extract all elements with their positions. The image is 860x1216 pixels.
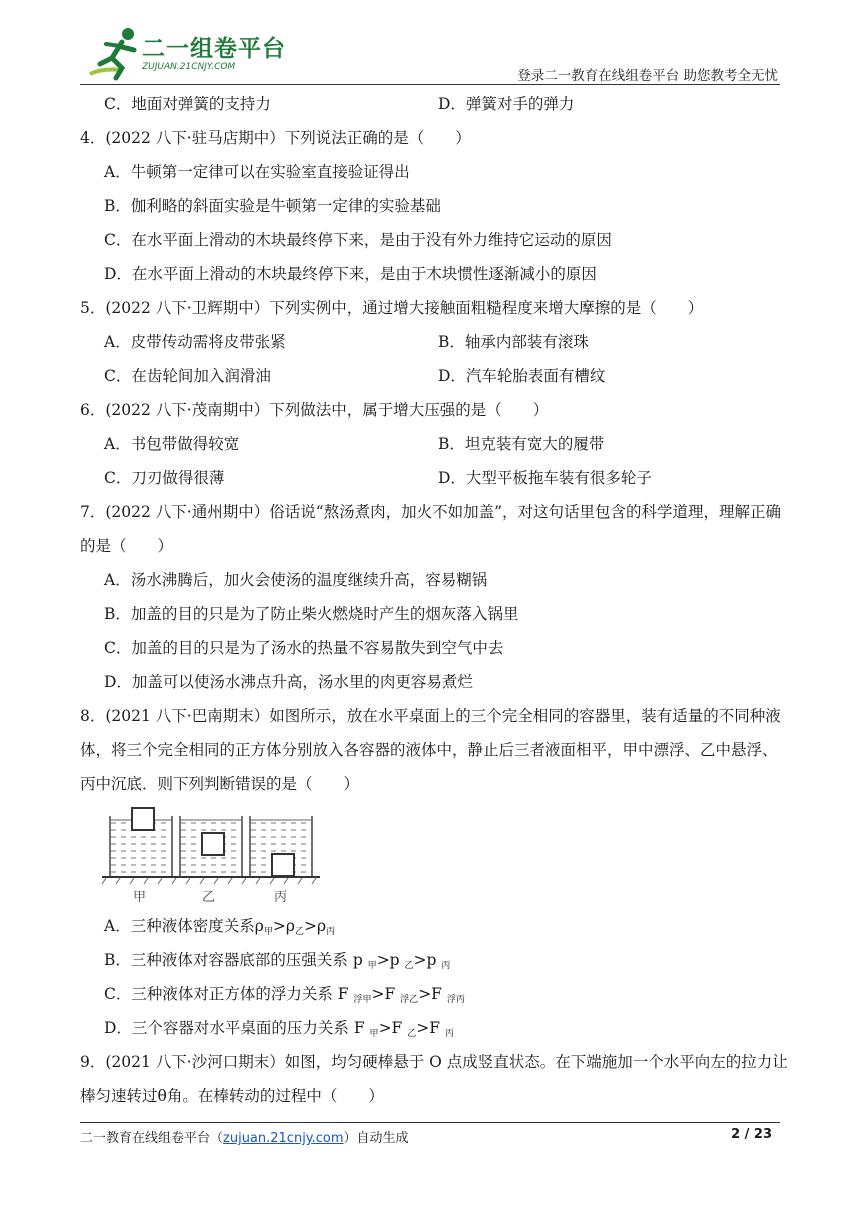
container-jia xyxy=(110,808,172,876)
q8-option-b: B．三种液体对容器底部的压强关系 p $_甲$>p $_乙$>p $_丙$ xyxy=(104,951,451,971)
q7-option-b: B．加盖的目的只是为了防止柴火燃烧时产生的烟灰落入锅里 xyxy=(104,605,519,623)
header-divider xyxy=(80,84,780,85)
logo-title: 二一组卷平台 xyxy=(142,36,286,62)
q9-stem-line2: 棒匀速转过θ角。在棒转动的过程中（ ） xyxy=(80,1087,384,1105)
q5-option-c: C．在齿轮间加入润滑油 xyxy=(104,367,271,385)
q7-option-d: D．加盖可以使汤水沸点升高，汤水里的肉更容易煮烂 xyxy=(104,673,473,691)
q4-option-d: D．在水平面上滑动的木块最终停下来，是由于木块惯性逐渐减小的原因 xyxy=(104,265,597,283)
footer-divider xyxy=(80,1122,780,1123)
logo-subtitle: ZUJUAN.21CNJY.COM xyxy=(142,62,236,72)
footer-source: 二一教育在线组卷平台（zujuan.21cnjy.com）自动生成 xyxy=(80,1131,409,1146)
container-yi xyxy=(180,816,242,876)
q4-option-c: C．在水平面上滑动的木块最终停下来，是由于没有外力维持它运动的原因 xyxy=(104,231,612,249)
figure-label-jia: 甲 xyxy=(133,890,147,905)
q6-stem: 6．(2022 八下·茂南期中）下列做法中，属于增大压强的是（ ） xyxy=(80,401,549,419)
q6-option-c: C．刀刃做得很薄 xyxy=(104,469,225,487)
q8-option-d: D．三个容器对水平桌面的压力关系 F $_甲$>F $_乙$>F $_丙$ xyxy=(104,1019,454,1039)
q6-option-d: D．大型平板拖车装有很多轮子 xyxy=(438,469,652,487)
footer-link[interactable]: zujuan.21cnjy.com xyxy=(223,1131,344,1146)
q3-option-c: C．地面对弹簧的支持力 xyxy=(104,95,271,113)
q5-option-d: D．汽车轮胎表面有槽纹 xyxy=(438,367,606,385)
q5-stem: 5．(2022 八下·卫辉期中）下列实例中，通过增大接触面粗糙程度来增大摩擦的是（ ） xyxy=(80,299,704,317)
q5-option-b: B．轴承内部装有滚珠 xyxy=(438,333,589,351)
q8-stem-line1: 8．(2021 八下·巴南期末）如图所示，放在水平桌面上的三个完全相同的容器里，装有适量的不同种液 xyxy=(80,707,781,725)
q6-option-a: A．书包带做得较宽 xyxy=(104,435,240,453)
cube-floating xyxy=(132,808,154,830)
q7-option-c: C．加盖的目的只是为了汤水的热量不容易散失到空气中去 xyxy=(104,639,504,657)
q8-option-c: C．三种液体对正方体的浮力关系 F $_{浮甲}$>F $_{浮乙}$>F $_{浮丙}$ xyxy=(104,985,465,1005)
q4-stem: 4．(2022 八下·驻马店期中）下列说法正确的是（ ） xyxy=(80,129,471,147)
q8-stem-line2: 体，将三个完全相同的正方体分别放入各容器的液体中，静止后三者液面相平，甲中漂浮、乙中悬浮、 xyxy=(80,741,778,759)
q4-option-a: A．牛顿第一定律可以在实验室直接验证得出 xyxy=(104,163,410,181)
q7-stem-line1: 7．(2022 八下·通州期中）俗话说“熬汤煮肉，加火不如加盖”，对这句话里包含的科学道理，理解正确 xyxy=(80,503,782,521)
q8-option-a: A．三种液体密度关系$\rho_甲>\rho_乙>\rho_丙$ xyxy=(104,917,336,937)
header-slogan: 登录二一教育在线组卷平台 助您教考全无忧 xyxy=(517,68,778,84)
q5-option-a: A．皮带传动需将皮带张紧 xyxy=(104,333,286,351)
q3-option-d: D．弹簧对手的弹力 xyxy=(438,95,575,113)
q9-stem-line1: 9．(2021 八下·沙河口期末）如图，均匀硬棒悬于 O 点成竖直状态。在下端施加一个水平向左的拉力让 xyxy=(80,1053,788,1071)
q8-stem-line3: 丙中沉底．则下列判断错误的是（ ） xyxy=(80,775,360,793)
page-number: 2 / 23 xyxy=(731,1127,772,1142)
container-bing xyxy=(250,816,312,876)
q7-stem-line2: 的是（ ） xyxy=(80,537,174,555)
q6-option-b: B．坦克装有宽大的履带 xyxy=(438,435,605,453)
q7-option-a: A．汤水沸腾后，加火会使汤的温度继续升高，容易糊锅 xyxy=(104,571,488,589)
containers-figure xyxy=(100,806,320,888)
q4-option-b: B．伽利略的斜面实验是牛顿第一定律的实验基础 xyxy=(104,197,441,215)
cube-suspended xyxy=(202,833,224,855)
figure-label-bing: 丙 xyxy=(274,890,288,905)
figure-label-yi: 乙 xyxy=(202,890,216,905)
cube-sunk xyxy=(272,854,294,876)
